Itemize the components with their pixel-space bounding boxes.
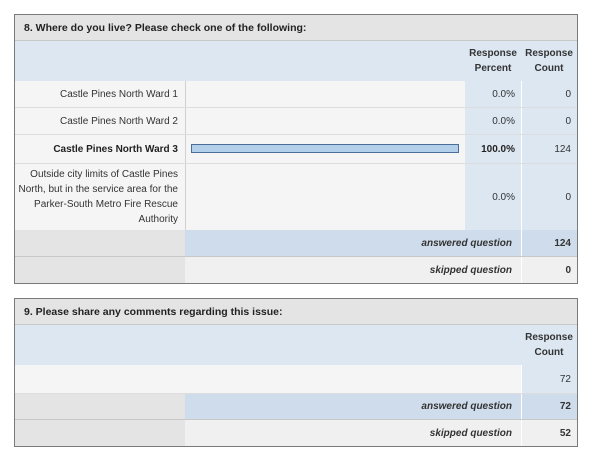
answer-bar-cell [185,81,465,107]
answer-percent: 0.0% [465,108,521,134]
response-count-header: Response Count [525,48,573,74]
skipped-question-row [15,257,577,283]
answered-question-row [15,230,577,257]
skipped-question-label: skipped question [185,257,521,283]
question-9-title: 9. Please share any comments regarding this issue: [15,299,577,325]
skipped-question-value: 0 [521,257,577,283]
skipped-question-value: 52 [521,420,577,446]
answer-bar-cell [185,135,465,163]
answer-count: 0 [521,164,577,230]
answer-percent: 0.0% [465,81,521,107]
answered-question-value: 72 [521,394,577,419]
question-8-panel [14,14,578,284]
answer-count: 0 [521,108,577,134]
answer-bar-cell [185,164,465,230]
answered-question-label: answered question [185,394,521,419]
answered-question-value: 124 [521,230,577,256]
answered-question-row [15,394,577,420]
answered-question-label: answered question [185,230,521,256]
answer-percent: 0.0% [465,164,521,230]
answer-label: Castle Pines North Ward 1 [59,88,178,100]
answer-label: Outside city limits of Castle Pines North, but in the service area for the Parker-South Metro Fire Rescue Authority [18,169,178,225]
response-count-row [15,365,577,394]
answer-label: Castle Pines North Ward 2 [59,115,178,127]
response-percent-header: Response Percent [469,48,517,74]
answer-row [15,108,577,135]
answer-row [15,135,577,164]
answer-count: 0 [521,81,577,107]
question-8-header [15,41,577,81]
answer-row [15,81,577,108]
question-8-title: 8. Where do you live? Please check one of the following: [15,15,577,41]
answer-bar-cell [185,108,465,134]
response-count-value: 72 [521,365,577,393]
skipped-question-label: skipped question [185,420,521,446]
answer-count: 124 [521,135,577,163]
answer-row [15,164,577,230]
answer-bar [191,144,459,153]
question-9-panel [14,298,578,447]
answer-label: Castle Pines North Ward 3 [53,143,178,155]
skipped-question-row [15,420,577,446]
answer-percent: 100.0% [465,135,521,163]
answer-bar-track [191,144,459,153]
question-9-header [15,325,577,365]
response-count-header: Response Count [525,332,573,358]
